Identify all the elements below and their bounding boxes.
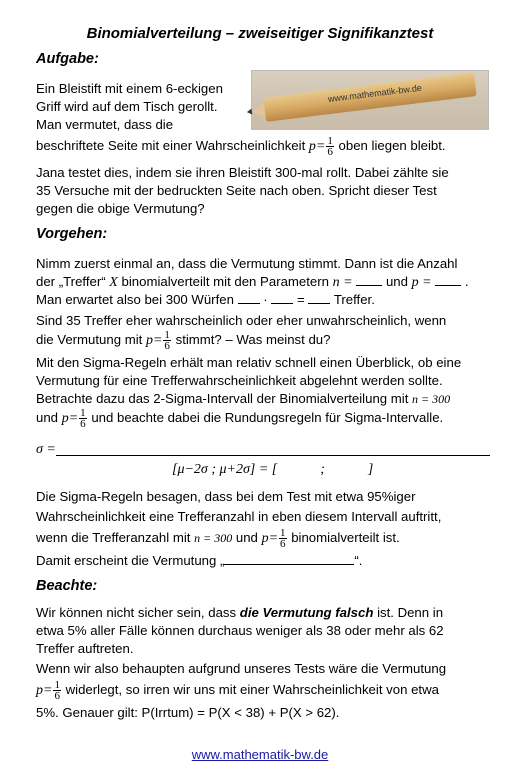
fraction-numerator: 1 xyxy=(280,527,286,540)
fraction-numerator: 1 xyxy=(54,679,60,692)
aufgabe-line-3: Man vermutet, dass die xyxy=(36,117,174,132)
vorgehen-line-13-start: Damit erscheint die Vermutung „ xyxy=(36,553,225,568)
pencil-photo xyxy=(251,70,489,130)
fraction-1-6 xyxy=(279,528,287,549)
p-equals: p = xyxy=(411,275,432,290)
beachte-line-1 xyxy=(36,603,496,622)
vorgehen-line-8 xyxy=(36,389,496,409)
interval-formula: [μ−2σ ; μ+2σ] = [ xyxy=(172,462,278,477)
equals-sign: = xyxy=(152,333,163,348)
equals-sign: = xyxy=(315,139,326,154)
vorgehen-line-9 xyxy=(36,408,496,429)
vorgehen-line-5-start: die Vermutung mit xyxy=(36,332,143,347)
aufgabe-line-4 xyxy=(36,136,496,157)
vorgehen-line-11: Wahrscheinlichkeit eine Trefferanzahl in eben diesem Intervall auftritt, xyxy=(36,509,442,524)
beachte-line-6: 5%. Genauer gilt: P(Irrtum) = P(X < 38) + P(X > 62). xyxy=(36,705,340,720)
fraction-1-6 xyxy=(163,330,171,351)
equals: = xyxy=(297,292,305,307)
pencil-tip xyxy=(250,103,266,119)
fraction-1-6 xyxy=(79,408,87,429)
vorgehen-line-8-text: Betrachte dazu das 2-Sigma-Intervall der Binomialverteilung mit xyxy=(36,391,409,406)
vorgehen-line-3-start: Man erwartet also bei 300 Würfen xyxy=(36,292,234,307)
beachte-line-4: Wenn wir also behaupten aufgrund unseres Tests wäre die Vermutung xyxy=(36,661,447,676)
aufgabe-line-6: 35 Versuche mit der bedruckten Seite nach oben. Spricht dieser Test xyxy=(36,183,437,198)
page-title: Binomialverteilung – zweiseitiger Signifikanztest xyxy=(86,25,434,42)
aufgabe-line-7: gegen die obige Vermutung? xyxy=(36,201,205,216)
equals-sign: = xyxy=(43,683,53,698)
beachte-line-5-text: widerlegt, so irren wir uns mit einer Wahrscheinlichkeit von etwa xyxy=(65,682,439,697)
vorgehen-line-3 xyxy=(36,290,496,309)
fraction-denominator: 6 xyxy=(164,340,170,353)
beachte-line-5 xyxy=(36,680,496,701)
heading-beachte: Beachte: xyxy=(36,578,98,594)
vorgehen-line-2-mid: binomialverteilt mit den Parametern xyxy=(121,274,329,289)
heading-aufgabe: Aufgabe: xyxy=(36,51,99,67)
fraction-1-6 xyxy=(53,680,61,701)
vorgehen-line-4: Sind 35 Treffer eher wahrscheinlich oder eher unwahrscheinlich, wenn xyxy=(36,313,447,328)
beachte-line-2: etwa 5% aller Fälle können durchaus weniger als 38 oder mehr als 62 xyxy=(36,623,444,638)
fraction-denominator: 6 xyxy=(80,418,86,431)
vorgehen-line-6: Mit den Sigma-Regeln erhält man relativ schnell einen Überblick, ob eine xyxy=(36,355,462,370)
sigma-interval xyxy=(172,460,373,479)
p-symbol: p xyxy=(145,333,153,348)
aufgabe-line-4-text: beschriftete Seite mit einer Wahrscheinlichkeit xyxy=(36,138,306,153)
aufgabe-line-1: Ein Bleistift mit einem 6-eckigen xyxy=(36,81,223,96)
n-300: n = 300 xyxy=(194,531,233,545)
footer-link[interactable]: www.mathematik-bw.de xyxy=(191,747,329,762)
vorgehen-line-7: Vermutung für eine Trefferwahrscheinlichkeit abgelehnt werden sollte. xyxy=(36,373,443,388)
p-symbol: p xyxy=(36,683,43,698)
vorgehen-line-9-and: und xyxy=(36,410,59,425)
beachte-line-1-start: Wir können nicht sicher sein, dass xyxy=(36,605,237,620)
p-symbol: p xyxy=(61,411,69,426)
blank-n[interactable] xyxy=(356,273,382,286)
blank-p-product[interactable] xyxy=(271,291,293,304)
vorgehen-line-9-text: und beachte dabei die Rundungsregeln für Sigma-Intervalle. xyxy=(91,410,444,425)
vorgehen-line-10: Die Sigma-Regeln besagen, dass bei dem Test mit etwa 95%iger xyxy=(36,489,416,504)
interval-close: ] xyxy=(367,462,374,477)
fraction-numerator: 1 xyxy=(327,135,333,148)
vorgehen-line-5-end: stimmt? – Was meinst du? xyxy=(175,332,331,347)
blank-expected[interactable] xyxy=(308,291,330,304)
blank-n-product[interactable] xyxy=(238,291,260,304)
vorgehen-line-12-and: und xyxy=(235,530,258,545)
vorgehen-line-13-end: “. xyxy=(354,553,363,568)
blank-p[interactable] xyxy=(435,273,461,286)
fraction-denominator: 6 xyxy=(54,690,60,703)
fraction-denominator: 6 xyxy=(327,146,333,159)
n-equals: n = xyxy=(332,275,353,290)
emphasis-vermutung-falsch: die Vermutung falsch xyxy=(239,605,374,620)
vorgehen-line-3-end: Treffer. xyxy=(333,292,375,307)
sigma-answer-line[interactable] xyxy=(56,455,490,456)
interval-separator: ; xyxy=(320,462,325,477)
vorgehen-line-1: Nimm zuerst einmal an, dass die Vermutung stimmt. Dann ist die Anzahl xyxy=(36,256,458,271)
equals-sign: = xyxy=(68,411,79,426)
vorgehen-line-12-start: wenn die Trefferanzahl mit xyxy=(36,530,191,545)
x-symbol: X xyxy=(109,275,118,290)
verdict-blank[interactable] xyxy=(224,552,354,565)
aufgabe-line-5: Jana testet dies, indem sie ihren Bleistift 300-mal rollt. Dabei zählte sie xyxy=(36,165,449,180)
fraction-numerator: 1 xyxy=(164,329,170,342)
fraction-1-6 xyxy=(326,136,334,157)
vorgehen-line-2-start: der „Treffer“ xyxy=(36,274,106,289)
vorgehen-line-13 xyxy=(36,551,496,570)
aufgabe-line-4-end: oben liegen bleibt. xyxy=(338,138,446,153)
aufgabe-line-2: Griff wird auf dem Tisch gerollt. xyxy=(36,99,218,114)
vorgehen-line-12 xyxy=(36,528,496,549)
p-symbol: p xyxy=(308,139,316,154)
heading-vorgehen: Vorgehen: xyxy=(36,226,108,242)
vorgehen-line-2: der „Treffer“ X binomialverteilt mit den Parametern n = und p = . xyxy=(36,274,469,290)
p-symbol: p xyxy=(261,531,269,546)
pencil-lead xyxy=(247,109,253,116)
pencil-imprint: www.mathematik-bw.de xyxy=(327,82,423,105)
beachte-line-3: Treffer auftreten. xyxy=(36,641,134,656)
vorgehen-line-12-end: binomialverteilt ist. xyxy=(291,530,400,545)
beachte-line-1-end: ist. Denn in xyxy=(377,605,444,620)
vorgehen-line-5 xyxy=(36,330,496,351)
n-300: n = 300 xyxy=(412,392,451,406)
fraction-numerator: 1 xyxy=(80,407,86,420)
vorgehen-line-2-and: und xyxy=(385,274,408,289)
equals-sign: = xyxy=(268,531,279,546)
pencil-body xyxy=(263,72,476,122)
multiply-dot: · xyxy=(263,292,268,307)
sigma-label: σ = xyxy=(36,442,56,457)
fraction-denominator: 6 xyxy=(280,538,286,551)
